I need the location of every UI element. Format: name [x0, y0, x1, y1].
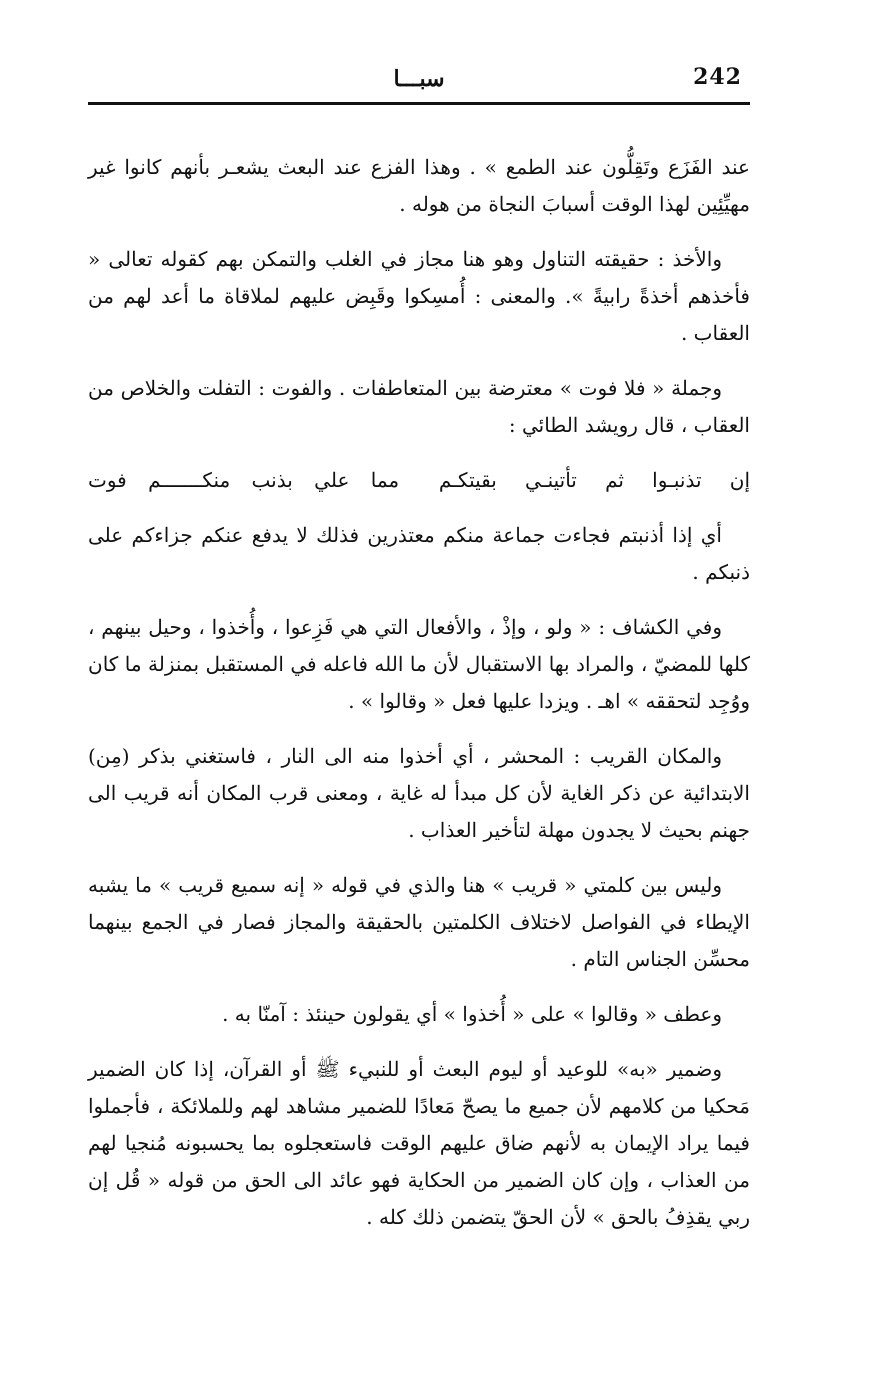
paragraph: أي إذا أذنبتم فجاءت جماعة منكم معتذرين فذلك لا يدفع عنكم جزاءكم على ذنبكم . — [88, 523, 750, 584]
page-body — [88, 149, 750, 1236]
page-number: 242 — [693, 64, 742, 90]
book-page — [88, 58, 750, 1254]
verse-first-hemistich: إن تذنبـوا ثم تأتينـي بقيتكـم — [438, 468, 750, 492]
paragraph: وعطف « وقالوا » على « أُخذوا » أي يقولون حينئذ : آمنّا به . — [222, 1002, 722, 1026]
paragraph: وفي الكشاف : « ولو ، وإذْ ، والأفعال التي هي فَزِعوا ، وأُخذوا ، وحيل بينهم ، كلها للمضيّ ، والمراد بها الاستقبال لأن ما الله فاعله في المستقبل بمنزلة ما كان ووُجِد لتحققه » اهـ . ويزدا عليها فعل « وقالوا » . — [88, 615, 750, 713]
paragraph: وليس بين كلمتي « قريب » هنا والذي في قوله « إنه سميع قريب » ما يشبه الإيطاء في الفواصل لاختلاف الكلمتين بالحقيقة والمجاز فصار في الجمع بينهما محسِّن الجناس التام . — [88, 873, 750, 971]
header-rule — [88, 102, 750, 105]
paragraph: وجملة « فلا فوت » معترضة بين المتعاطفات . والفوت : التفلت والخلاص من العقاب ، قال رويشد الطائي : — [88, 376, 750, 437]
poetry-verse — [88, 462, 750, 499]
page-header — [88, 58, 750, 100]
verse-second-hemistich: مما علي بذنب منكـــــــم فوت — [88, 468, 400, 492]
paragraph: والأخذ : حقيقته التناول وهو هنا مجاز في الغلب والتمكن بهم كقوله تعالى « فأخذهم أخذةً رابيةً ». والمعنى : أُمسِكوا وقَبِض عليهم لملاقاة ما أعد لهم من العقاب . — [88, 247, 750, 345]
paragraph: وضمير «به» للوعيد أو ليوم البعث أو للنبيء ﷺ أو القرآن، إذا كان الضمير مَحكيا من كلامهم لأن جميع ما يصحّ مَعادًا للضمير مشاهد لهم وللملائكة ، فأجملوا فيما يراد الإيمان به لأنهم ضاق عليهم الوقت فاستعجلوه بما يحسبونه مُنجيا لهم من العذاب ، وإن كان الضمير من الحكاية فهو عائد الى الحق من قوله « قُل إن ربي يقذِفُ بالحق » لأن الحقّ يتضمن ذلك كله . — [88, 1057, 750, 1229]
surah-title: سبـــا — [393, 66, 445, 92]
paragraph: والمكان القريب : المحشر ، أي أخذوا منه الى النار ، فاستغني بذكر (مِن) الابتدائية عن ذكر الغاية لأن كل مبدأ له غاية ، ومعنى قرب المكان أنه قريب الى جهنم بحيث لا يجدون مهلة لتأخير العذاب . — [88, 744, 750, 842]
paragraph: عند الفَزَع وتَقِلُّون عند الطمع » . وهذا الفزع عند البعث يشعـر بأنهم كانوا غير مهيِّئِين لهذا الوقت أسبابَ النجاة من هوله . — [88, 155, 750, 216]
